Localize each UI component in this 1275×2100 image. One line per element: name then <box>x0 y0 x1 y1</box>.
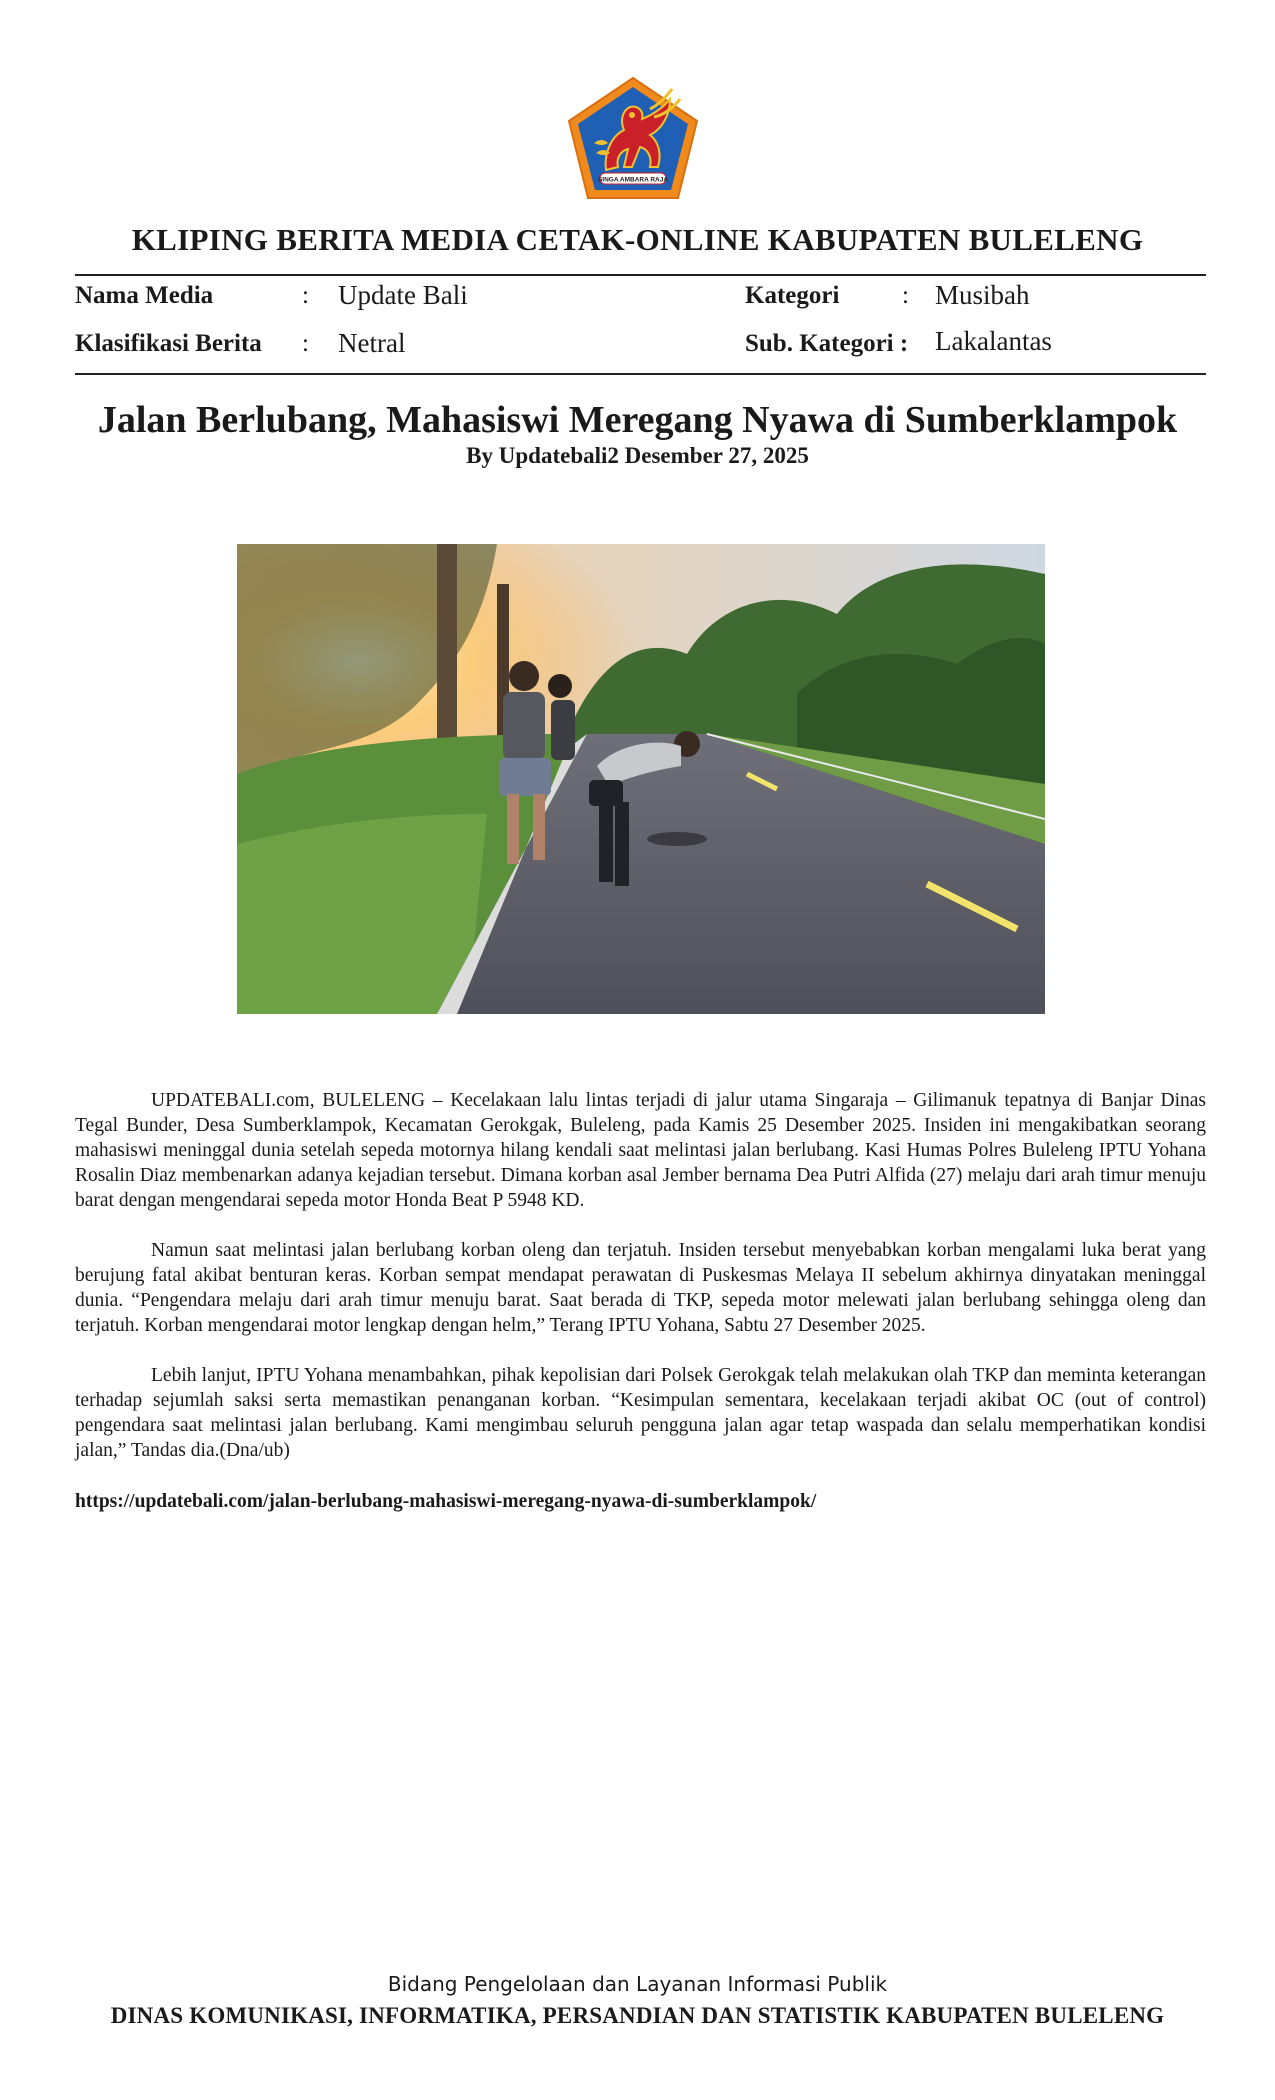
klasifikasi-label: Klasifikasi Berita <box>75 330 262 357</box>
source-url-link[interactable]: https://updatebali.com/jalan-berlubang-mahasiswi-meregang-nyawa-di-sumberklampok/ <box>75 1491 817 1512</box>
kategori-label: Kategori <box>745 282 840 309</box>
buleleng-crest-logo <box>566 75 700 201</box>
document-header-title: KLIPING BERITA MEDIA CETAK-ONLINE KABUPATEN BULELENG <box>131 222 1144 257</box>
article-title: Jalan Berlubang, Mahasiswi Meregang Nyawa di Sumberklampok <box>97 399 1178 441</box>
nama-media-label: Nama Media <box>75 282 214 309</box>
article-paragraph-1: UPDATEBALI.com, BULELENG – Kecelakaan lalu lintas terjadi di jalur utama Singaraja – Gilimanuk tepatnya di Banjar Dinas Tegal Bunder, Desa Sumberklampok, Kecamatan Gerokgak, Buleleng, pada Kamis 25 Desember 2025. Insiden ini mengakibatkan seorang mahasiswi meninggal dunia setelah sepeda motornya hilang kendali saat melintasi jalan berlubang. Kasi Humas Polres Buleleng IPTU Yohana Rosalin Diaz membenarkan adanya kejadian tersebut. Dimana korban asal Jember bernama Dea Putri Alfida (27) melaju dari arah timur menuju barat dengan mengendarai sepeda motor Honda Beat P 5948 KD. <box>75 1090 1206 1211</box>
footer-agency-name: DINAS KOMUNIKASI, INFORMATIKA, PERSANDIAN DAN STATISTIK KABUPATEN BULELENG <box>110 2003 1165 2028</box>
footer-unit-name: Bidang Pengelolaan dan Layanan Informasi Publik <box>387 1972 888 1996</box>
klasifikasi-value: Netral <box>338 328 406 358</box>
article-paragraph-2: Namun saat melintasi jalan berlubang korban oleng dan terjatuh. Insiden tersebut menyebabkan korban mengalami luka berat yang berujung fatal akibat benturan keras. Korban sempat mendapat perawatan di Puskesmas Melaya II sebelum akhirnya dinyatakan meninggal dunia. “Pengendara melaju dari arah timur menuju barat. Saat berada di TKP, sepeda motor melewati jalan berlubang sehingga oleng dan terjatuh. Korban mengendarai motor lengkap dengan helm,” Terang IPTU Yohana, Sabtu 27 Desember 2025. <box>75 1240 1206 1336</box>
sub-kategori-label: Sub. Kategori : <box>745 330 909 357</box>
header-divider-bottom <box>75 373 1206 375</box>
article-photo <box>237 544 1045 1014</box>
header-divider-top <box>75 274 1206 276</box>
kategori-value: Musibah <box>935 280 1030 310</box>
crest-motto: SINGA AMBARA RAJA <box>597 176 669 184</box>
nama-media-value: Update Bali <box>338 280 468 310</box>
nama-media-colon: : <box>302 282 309 309</box>
sub-kategori-value: Lakalantas <box>935 326 1052 356</box>
kategori-colon: : <box>902 282 909 309</box>
article-paragraph-3: Lebih lanjut, IPTU Yohana menambahkan, pihak kepolisian dari Polsek Gerokgak telah melakukan olah TKP dan meminta keterangan terhadap sejumlah saksi serta memastikan penanganan korban. “Kesimpulan sementara, kecelakaan terjadi akibat OC (out of control) pengendara saat melintasi jalan berlubang. Kami mengimbau seluruh pengguna jalan agar tetap waspada dan selalu memperhatikan kondisi jalan,” Tandas dia.(Dna/ub) <box>75 1365 1206 1461</box>
article-body <box>75 1088 1206 1488</box>
klasifikasi-colon: : <box>302 330 309 357</box>
article-byline: By Updatebali2 Desember 27, 2025 <box>466 443 809 468</box>
